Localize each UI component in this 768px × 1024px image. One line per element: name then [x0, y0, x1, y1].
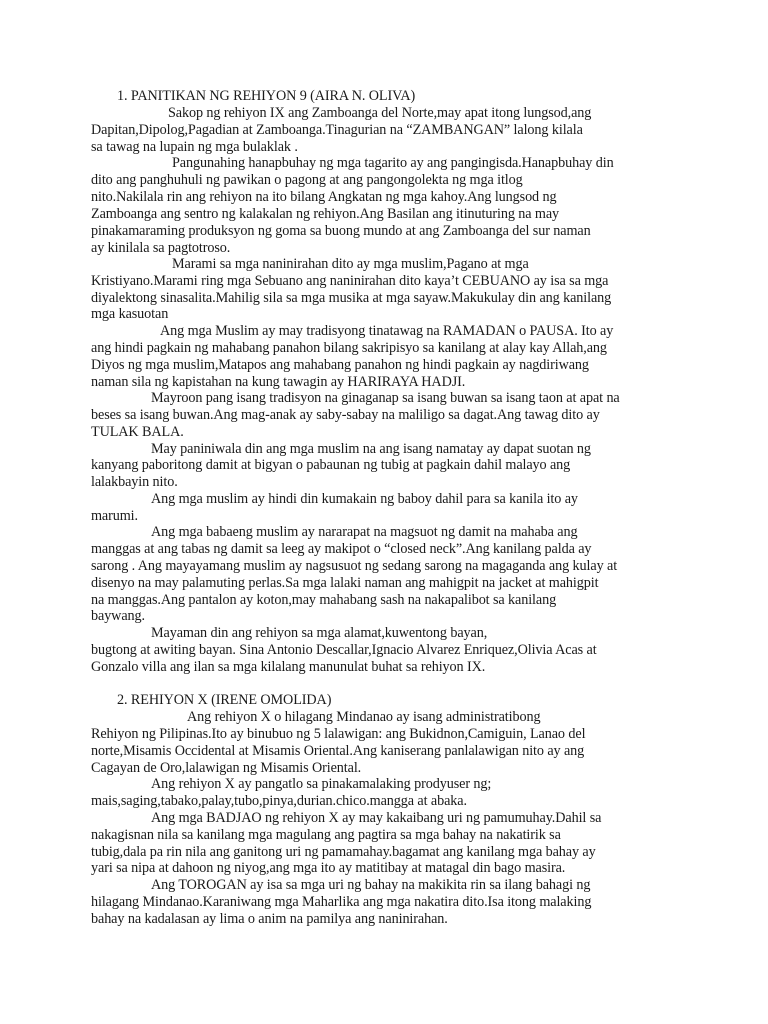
paragraph-line: Sakop ng rehiyon IX ang Zamboanga del Norte,may apat itong lungsod,ang	[168, 105, 592, 121]
paragraph-line: Ang rehiyon X ay pangatlo sa pinakamalaking prodyuser ng;	[151, 776, 492, 792]
paragraph-line: beses sa isang buwan.Ang mag-anak ay saby-sabay na maliligo sa dagat.Ang tawag dito ay	[91, 407, 600, 423]
section-heading: 1. PANITIKAN NG REHIYON 9 (AIRA N. OLIVA)	[117, 88, 416, 104]
paragraph-line: Gonzalo villa ang ilan sa mga kilalang manunulat buhat sa rehiyon IX.	[91, 659, 486, 675]
section-heading: 2. REHIYON X (IRENE OMOLIDA)	[117, 692, 332, 708]
paragraph-line: TULAK BALA.	[91, 424, 184, 440]
paragraph-line: Ang mga BADJAO ng rehiyon X ay may kakaibang uri ng pamumuhay.Dahil sa	[151, 810, 602, 826]
paragraph-line: Ang rehiyon X o hilagang Mindanao ay isang administratibong	[187, 709, 541, 725]
paragraph-line: hilagang Mindanao.Karaniwang mga Maharlika ang mga nakatira dito.Isa itong malaking	[91, 894, 592, 910]
paragraph-line: sarong . Ang mayayamang muslim ay nagsusuot ng sedang sarong na magaganda ang kulay at	[91, 558, 618, 574]
paragraph-line: Ang mga babaeng muslim ay nararapat na magsuot ng damit na mahaba ang	[151, 524, 578, 540]
paragraph-line: Kristiyano.Marami ring mga Sebuano ang naninirahan dito kaya’t CEBUANO ay isa sa mga	[91, 273, 609, 289]
paragraph-line: tubig,dala pa rin nila ang ganitong uri ng pamamahay.bagamat ang kanilang mga bahay ay	[91, 844, 596, 860]
paragraph-line: nito.Nakilala rin ang rehiyon na ito bilang Angkatan ng mga kahoy.Ang lungsod ng	[91, 189, 557, 205]
paragraph-line: nakagisnan nila sa kanilang mga magulang ang pagtira sa mga bahay na nakatirik sa	[91, 827, 561, 843]
paragraph-line: Mayroon pang isang tradisyon na ginaganap sa isang buwan sa isang taon at apat na	[151, 390, 620, 406]
paragraph-line: Diyos ng mga muslim,Matapos ang mahabang panahon ng hindi pagkain ay nagdiriwang	[91, 357, 589, 373]
paragraph-line: Pangunahing hanapbuhay ng mga tagarito ay ang pangingisda.Hanapbuhay din	[172, 155, 614, 171]
paragraph-line: yari sa nipa at dahoon ng niyog,ang mga ito ay matitibay at matagal din bago masira.	[91, 860, 566, 876]
paragraph-line: Cagayan de Oro,lalawigan ng Misamis Oriental.	[91, 760, 362, 776]
paragraph-line: bugtong at awiting bayan. Sina Antonio Descallar,Ignacio Alvarez Enriquez,Olivia Acas at	[91, 642, 597, 658]
paragraph-line: baywang.	[91, 608, 145, 624]
paragraph-line: manggas at ang tabas ng damit sa leeg ay makipot o “closed neck”.Ang kanilang palda ay	[91, 541, 592, 557]
paragraph-line: Ang TOROGAN ay isa sa mga uri ng bahay na makikita rin sa ilang bahagi ng	[151, 877, 591, 893]
paragraph-line: Mayaman din ang rehiyon sa mga alamat,kuwentong bayan,	[151, 625, 488, 641]
paragraph-line: pinakamaraming produksyon ng goma sa buong mundo at ang Zamboanga del sur naman	[91, 223, 591, 239]
paragraph-line: mga kasuotan	[91, 306, 169, 322]
paragraph-line: naman sila ng kapistahan na kung tawagin ay HARIRAYA HADJI.	[91, 374, 466, 390]
paragraph-line: May paniniwala din ang mga muslim na ang isang namatay ay dapat suotan ng	[151, 441, 591, 457]
paragraph-line: ay kinilala sa pagtotroso.	[91, 240, 231, 256]
paragraph-line: sa tawag na lupain ng mga bulaklak .	[91, 139, 298, 155]
paragraph-line: Dapitan,Dipolog,Pagadian at Zamboanga.Tinagurian na “ZAMBANGAN” lalong kilala	[91, 122, 583, 138]
paragraph-line: marumi.	[91, 508, 138, 524]
paragraph-line: Zamboanga ang sentro ng kalakalan ng rehiyon.Ang Basilan ang itinuturing na may	[91, 206, 560, 222]
paragraph-line: diyalektong sinasalita.Mahilig sila sa mga musika at mga sayaw.Makukulay din ang kanilang	[91, 290, 612, 306]
paragraph-line: norte,Misamis Occidental at Misamis Oriental.Ang kaniserang panlalawigan nito ay ang	[91, 743, 585, 759]
paragraph-line: dito ang panghuhuli ng pawikan o pagong at ang pangongolekta ng mga itlog	[91, 172, 523, 188]
paragraph-line: ang hindi pagkain ng mahabang panahon bilang sakripisyo sa kanilang at alay kay Allah,ang	[91, 340, 607, 356]
paragraph-line: Ang mga Muslim ay may tradisyong tinatawag na RAMADAN o PAUSA. Ito ay	[160, 323, 614, 339]
paragraph-line: Rehiyon ng Pilipinas.Ito ay binubuo ng 5 lalawigan: ang Bukidnon,Camiguin, Lanao del	[91, 726, 586, 742]
paragraph-line: lalakbayin nito.	[91, 474, 178, 490]
paragraph-line: kanyang paboritong damit at bigyan o pabaunan ng tubig at pagkain dahil malayo ang	[91, 457, 571, 473]
paragraph-line: Marami sa mga naninirahan dito ay mga muslim,Pagano at mga	[172, 256, 529, 272]
paragraph-line: na manggas.Ang pantalon ay koton,may mahabang sash na nakapalibot sa kanilang	[91, 592, 557, 608]
paragraph-line: Ang mga muslim ay hindi din kumakain ng baboy dahil para sa kanila ito ay	[151, 491, 578, 507]
paragraph-line: mais,saging,tabako,palay,tubo,pinya,durian.chico.mangga at abaka.	[91, 793, 467, 809]
paragraph-line: bahay na kadalasan ay lima o anim na pamilya ang naninirahan.	[91, 911, 448, 927]
paragraph-line: disenyo na may palamuting perlas.Sa mga lalaki naman ang mahigpit na jacket at mahigpit	[91, 575, 599, 591]
